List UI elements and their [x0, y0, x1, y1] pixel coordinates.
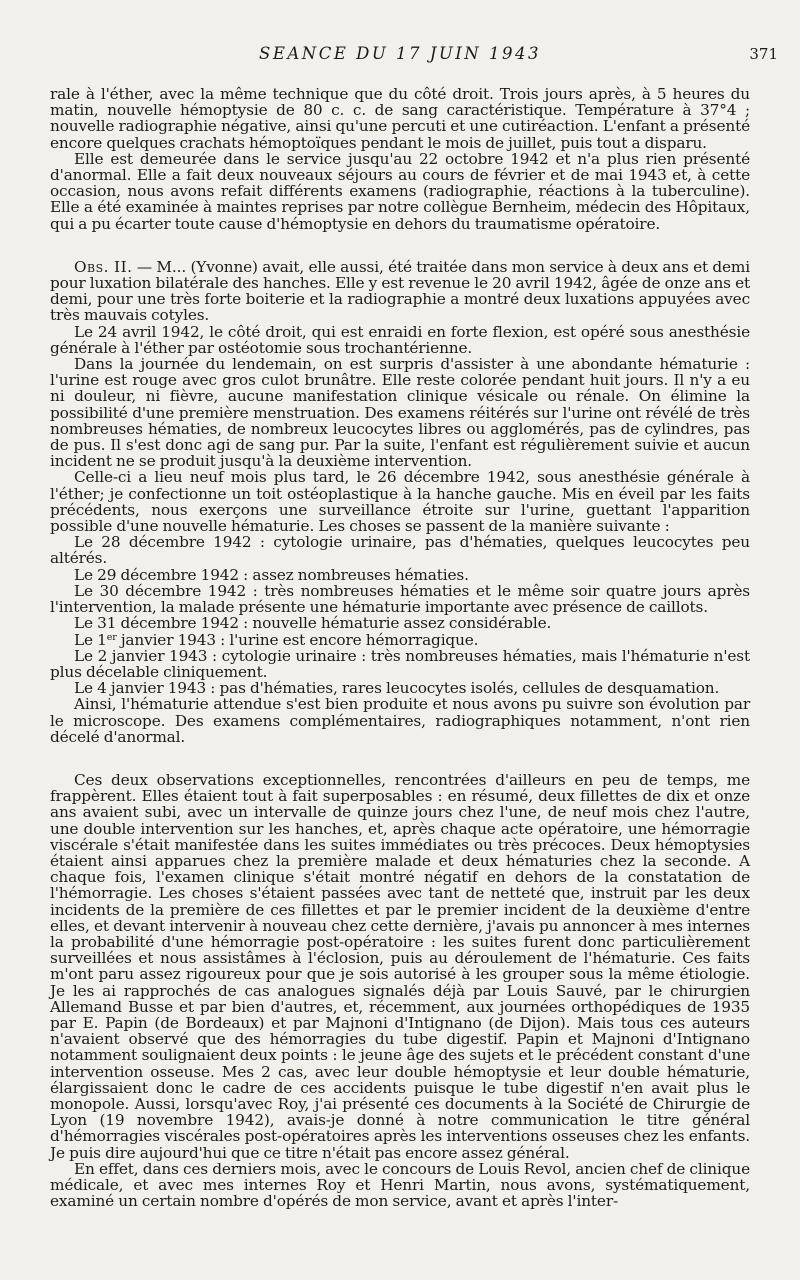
paragraph-text: janvier 1943 : l'urine est encore hémorragique. [120, 630, 479, 649]
observation-paragraph [50, 259, 750, 324]
section-gap [50, 232, 750, 259]
observation-text: — M... (Yvonne) avait, elle aussi, été traitée dans mon service à deux ans et demi pour luxation bilatérale des hanches. Elle y est revenue le 20 avril 1942, âgée de onze ans et demi, pour une très forte boiterie et la radiographie a montré deux luxations appuyées avec très mauvais cotyles. [50, 257, 750, 325]
paragraph: rale à l'éther, avec la même technique que du côté droit. Trois jours après, à 5 heures du matin, nouvelle hémoptysie de 80 c. c. de sang caractéristique. Température à 37°4 ; nouvelle radiographie négative, ainsi qu'une percuti et une cutiréaction. L'enfant a présenté encore quelques crachats hémoptoïques pendant le mois de juillet, puis tout a disparu. [50, 85, 750, 152]
running-title: SEANCE DU 17 JUIN 1943 [259, 44, 541, 63]
page-number: 371 [749, 45, 778, 63]
paragraph: Le 28 décembre 1942 : cytologie urinaire, pas d'hématies, quelques leucocytes peu altérés. [50, 533, 750, 568]
observation-label: Obs. II. [74, 257, 133, 276]
paragraph: Elle est demeurée dans le service jusqu'au 22 octobre 1942 et n'a plus rien présenté d'anormal. Elle a fait deux nouveaux séjours au cours de février et de mai 1943 et, à cette occasion, nous avons refait différents examens (radiographie, réactions à la tuberculine). Elle a été examinée à maintes reprises par notre collègue Bernheim, médecin des Hôpitaux, qui a pu écarter toute cause d'hémoptysie en dehors du traumatisme opératoire. [50, 149, 750, 233]
paragraph: Le 2 janvier 1943 : cytologie urinaire : très nombreuses hématies, mais l'hématurie n'est plus décelable cliniquement. [50, 646, 750, 681]
paragraph: Ces deux observations exceptionnelles, rencontrées d'ailleurs en peu de temps, me frappèrent. Elles étaient tout à fait superposables : en résumé, deux fillettes de dix et onze ans avaient subi, avec un intervalle de quinze jours chez l'une, de neuf mois chez l'autre, une double intervention sur les hanches, et, après chaque acte opératoire, une hémorragie viscérale s'était manifestée dans les suites immédiates ou très précoces. Deux hémoptysies étaient ainsi apparues chez la première malade et deux hématuries chez la seconde. A chaque fois, l'examen clinique s'était montré négatif en dehors de la constatation de l'hémorragie. Les choses s'étaient passées avec tant de netteté que, instruit par les deux incidents de la première de ces fillettes et par le premier incident de la deuxième d'entre elles, et devant intervenir à nouveau chez cette dernière, j'avais pu annoncer à mes internes la probabilité d'une hémorragie post-opératoire : les suites furent donc particulièrement surveillées et nous assistâmes à l'éclosion, puis au déroulement de l'hématurie. Ces faits m'ont paru assez rigoureux pour que je sois autorisé à les grouper sous la même étiologie. Je les ai rapprochés de cas analogues signalés déjà par Louis Sauvé, par le chirurgien Allemand Busse et par bien d'autres, et, récemment, aux journées orthopédiques de 1935 par E. Papin (de Bordeaux) et par Majnoni d'Intignano (de Dijon). Mais tous ces auteurs n'avaient observé que des hémorragies du tube digestif. Papin et Majnoni d'Intignano notamment soulignaient deux points : le jeune âge des sujets et le précédent constant d'une intervention osseuse. Mes 2 cas, avec leur double hémoptysie et leur double hématurie, élargissaient donc le cadre de ces accidents puisque le tube digestif n'en avait plus le monopole. Aussi, lorsqu'avec Roy, j'ai présenté ces documents à la Société de Chirurgie de Lyon (19 novembre 1942), avais-je donné à notre communication le titre général d'hémorragies viscérales post-opératoires après les interventions osseuses chez les enfants. Je puis dire aujourd'hui que ce titre n'était pas encore assez général. [50, 770, 750, 1162]
paragraph: En effet, dans ces derniers mois, avec le concours de Louis Revol, ancien chef de clinique médicale, et avec mes internes Roy et Henri Martin, nous avons, systématiquement, examiné un certain nombre d'opérés de mon service, avant et après l'inter- [50, 1159, 750, 1211]
paragraph: Ainsi, l'hématurie attendue s'est bien produite et nous avons pu suivre son évolution par le microscope. Des examens complémentaires, radiographiques notamment, n'ont rien décelé d'anormal. [50, 695, 750, 746]
page-header [0, 44, 800, 68]
section-gap [50, 745, 750, 772]
paragraph: Dans la journée du lendemain, on est surpris d'assister à une abondante hématurie : l'urine est rouge avec gros culot brunâtre. Elle reste colorée pendant huit jours. Il n'y a eu ni douleur, ni fièvre, aucune manifestation clinique vésicale ou rénale. On élimine la possibilité d'une première menstruation. Des examens réitérés sur l'urine ont révélé de très nombreuses hématies, de nombreux leucocytes libres ou agglomérés, pas de cylindres, pas de pus. Il s'est donc agi de sang pur. Par la suite, l'enfant est régulièrement suivie et aucun incident ne se produit jusqu'à la deuxième intervention. [50, 355, 750, 471]
paragraph: Celle-ci a lieu neuf mois plus tard, le 26 décembre 1942, sous anesthésie générale à l'éther; je confectionne un toit ostéoplastique à la hanche gauche. Mis en éveil par les faits précédents, nous exerçons une surveillance étroite sur l'urine, guettant l'apparition possible d'une nouvelle hématurie. Les choses se passent de la manière suivante : [50, 468, 750, 536]
ordinal-suffix: er [106, 631, 117, 643]
paragraph: Le 24 avril 1942, le côté droit, qui est enraidi en forte flexion, est opéré sous anesthésie générale à l'éther par ostéotomie sous trochantérienne. [50, 322, 750, 357]
paragraph: Le 4 janvier 1943 : pas d'hématies, rares leucocytes isolés, cellules de desquamation. [74, 679, 720, 698]
paragraph: Le 30 décembre 1942 : très nombreuses hématies et le même soir quatre jours après l'intervention, la malade présente une hématurie importante avec présence de caillots. [50, 581, 750, 617]
date-prefix: Le 1 [74, 630, 107, 649]
paragraph: Le 31 décembre 1942 : nouvelle hématurie assez considérable. [74, 614, 552, 633]
paragraph [50, 632, 750, 648]
article-body [50, 86, 750, 1209]
paragraph: Le 29 décembre 1942 : assez nombreuses hématies. [74, 565, 469, 584]
